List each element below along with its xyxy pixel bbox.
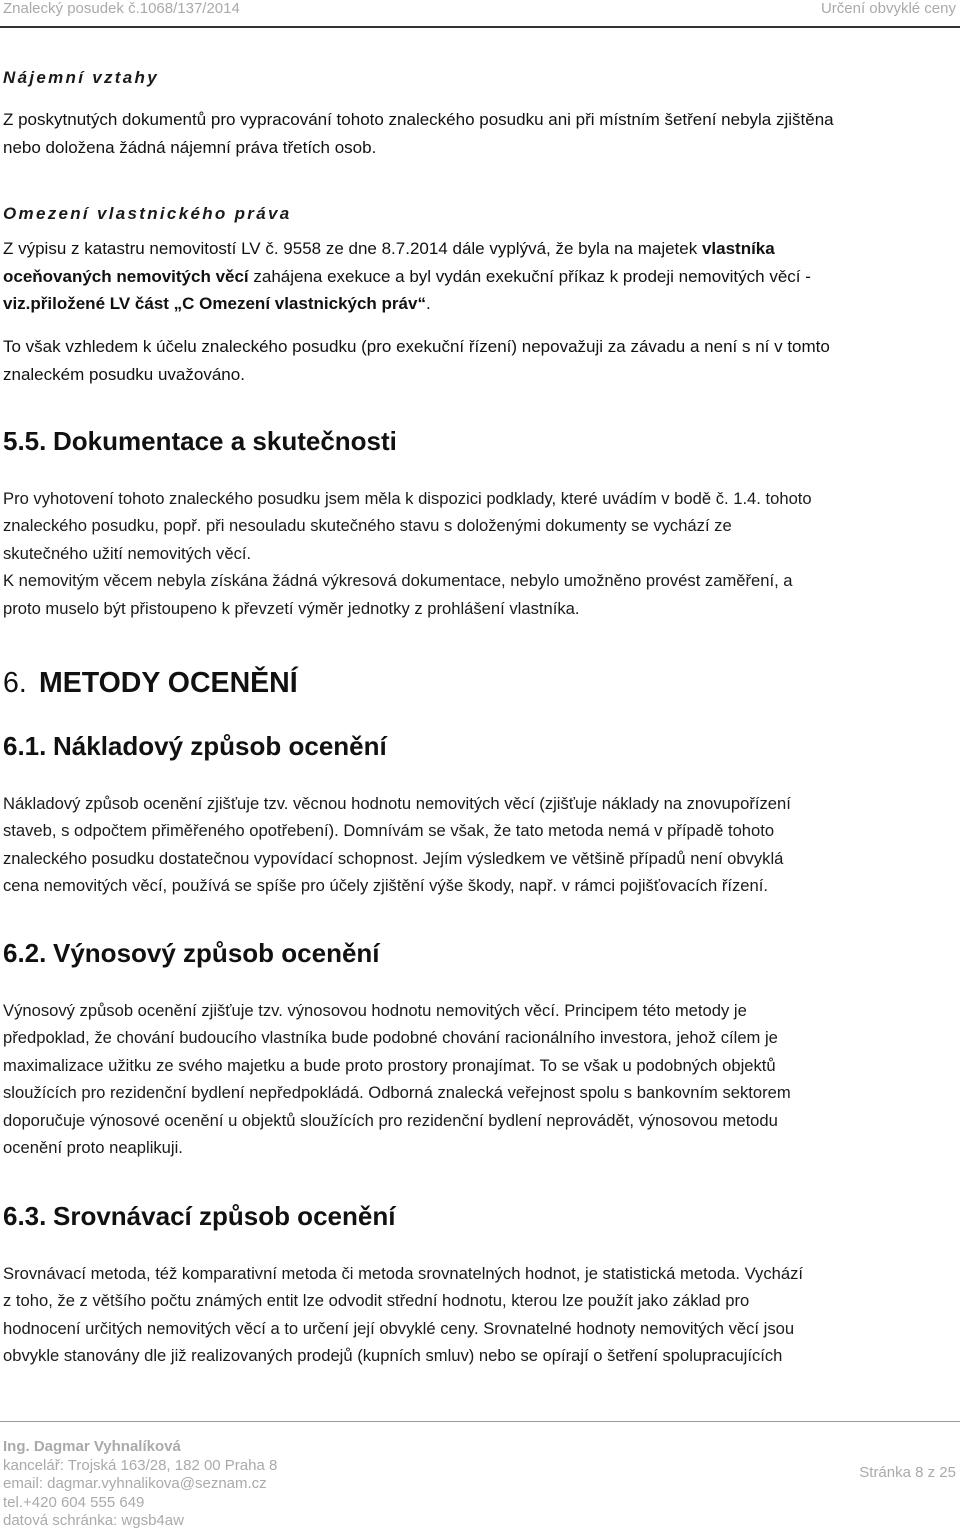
text-run-bold: vlastníka: [701, 239, 775, 258]
footer-email: email: dagmar.vyhnalikova@seznam.cz: [3, 1475, 267, 1492]
text-line: předpoklad, že chování budoucího vlastníka bude podobné chování racionálního investora, jehož cílem je: [3, 1028, 778, 1048]
text-line: Nákladový způsob ocenění zjišťuje tzv. věcnou hodnotu nemovitých věcí (zjišťuje náklady na znovupořízení: [3, 794, 791, 813]
text-line: [3, 263, 956, 291]
heading-6-1: [3, 730, 956, 762]
text-line: [3, 290, 956, 318]
heading-text: Dokumentace a skutečnosti: [53, 426, 397, 456]
text-line: znaleckého posudku, popř. při nesouladu skutečného stavu s doloženými dokumenty se vychází ze: [3, 516, 732, 536]
text-run-bold: oceňovaných nemovitých věcí: [3, 266, 249, 286]
footer-phone: tel.+420 604 555 649: [3, 1493, 145, 1511]
text-line: obvykle stanovány dle již realizovaných prodejů (kupních smluv) nebo se opírají o šetření spolupracujících: [3, 1346, 783, 1366]
text-line: cena nemovitých věcí, používá se spíše pro účely zjištění výše škody, např. v rámci pojišťovacích řízení.: [3, 876, 768, 896]
text-run: zahájena exekuce a byl vydán exekuční příkaz k prodeji nemovitých věcí -: [248, 266, 811, 286]
heading-number: 6.2.: [3, 938, 47, 968]
heading-6-3: [3, 1200, 956, 1232]
heading-6-2: [3, 937, 956, 969]
text-line: nebo doložena žádná nájemní práva třetích osob.: [3, 137, 377, 157]
text-line: maximalizace užitku ze svého majetku a bude proto prostory pronajímat. To se však u podobných objektů: [3, 1055, 776, 1075]
heading-6: [3, 665, 956, 701]
section-title-omezeni: Omezení vlastnického práva: [3, 204, 292, 223]
section-title-najemni: Nájemní vztahy: [3, 68, 159, 87]
text-line: skutečného užití nemovitých věcí.: [3, 543, 252, 563]
header-rule: [0, 26, 960, 28]
heading-text: Srovnávací způsob ocenění: [53, 1201, 396, 1231]
footer-office: kancelář: Trojská 163/28, 182 00 Praha 8: [3, 1456, 278, 1474]
omezeni-paragraph-2: [3, 333, 956, 388]
heading-number: 6.1.: [3, 731, 47, 761]
footer-name: Ing. Dagmar Vyhnalíková: [3, 1438, 181, 1455]
heading-text: METODY OCENĚNÍ: [39, 667, 298, 699]
paragraph-6-1: [3, 790, 956, 900]
text-line: Srovnávací metoda, též komparativní metoda či metoda srovnatelných hodnot, je statistická metoda. Vychází: [3, 1264, 803, 1283]
text-line: znaleckého posudku dostatečnou vypovídací schopnost. Jejím výsledkem ve většině případů není obvyklá: [3, 848, 784, 868]
text-line: doporučuje výnosové ocenění u objektů sloužících pro rezidenční bydlení neprovádět, výnosovou metodu: [3, 1110, 778, 1130]
heading-number: 6.3.: [3, 1201, 47, 1231]
header-section-title: Určení obvyklé ceny: [820, 0, 956, 17]
page-number: Stránka 8 z 25: [859, 1464, 956, 1481]
omezeni-paragraph: [3, 235, 956, 318]
heading-text: Nákladový způsob ocenění: [53, 731, 387, 761]
text-line: hodnocení určitých nemovitých věcí a to určení její obvyklé ceny. Srovnatelné hodnoty nemovitých věcí jsou: [3, 1318, 795, 1338]
text-line: ocenění proto neaplikuji.: [3, 1138, 183, 1158]
heading-text: Výnosový způsob ocenění: [53, 938, 380, 968]
text-line: Výnosový způsob ocenění zjišťuje tzv. výnosovou hodnotu nemovitých věcí. Principem této metody je: [3, 1001, 747, 1020]
heading-5-5: [3, 425, 956, 457]
footer-databox: datová schránka: wgsb4aw: [3, 1512, 184, 1529]
text-line: z toho, že z většího počtu známých entit lze odvodit střední hodnotu, kterou lze použít jako základ pro: [3, 1291, 750, 1311]
footer-contact: [3, 1438, 277, 1531]
paragraph-6-2: [3, 997, 956, 1161]
text-line: To však vzhledem k účelu znaleckého posudku (pro exekuční řízení) nepovažuji za závadu a není s ní v tomto: [3, 337, 830, 356]
text-line: sloužících pro rezidenční bydlení nepředpokládá. Odborná znalecká veřejnost spolu s bankovním sektorem: [3, 1083, 791, 1103]
text-line: Z poskytnutých dokumentů pro vypracování tohoto znaleckého posudku ani při místním šetření nebyla zjištěna: [3, 110, 834, 129]
header-document-title: Znalecký posudek č.1068/137/2014: [3, 0, 240, 17]
text-run: .: [425, 294, 431, 313]
text-line: staveb, s odpočtem přiměřeného opotřebení). Domnívám se však, že tato metoda nemá v případě tohoto: [3, 821, 775, 841]
text-line: proto muselo být přistoupeno k převzetí výměr jednotky z prohlášení vlastníka.: [3, 598, 580, 618]
text-run-bold: viz.přiložené LV část „C Omezení vlastnických práv“: [3, 294, 426, 313]
text-line: [3, 235, 956, 263]
text-line: K nemovitým věcem nebyla získána žádná výkresová dokumentace, nebylo umožněno provést zaměření, a: [3, 571, 793, 591]
footer-rule: [0, 1421, 960, 1422]
paragraph-5-5: [3, 485, 956, 622]
najemni-paragraph: [3, 106, 956, 161]
text-line: znaleckém posudku uvažováno.: [3, 364, 245, 384]
paragraph-6-3: [3, 1260, 956, 1370]
heading-number: 6.: [3, 667, 27, 699]
text-run: Z výpisu z katastru nemovitostí LV č. 9558 ze dne 8.7.2014 dále vyplývá, že byla na majetek: [3, 239, 702, 258]
heading-number: 5.5.: [3, 426, 47, 456]
text-line: Pro vyhotovení tohoto znaleckého posudku jsem měla k dispozici podklady, které uvádím v bodě č. 1.4. tohoto: [3, 489, 812, 508]
